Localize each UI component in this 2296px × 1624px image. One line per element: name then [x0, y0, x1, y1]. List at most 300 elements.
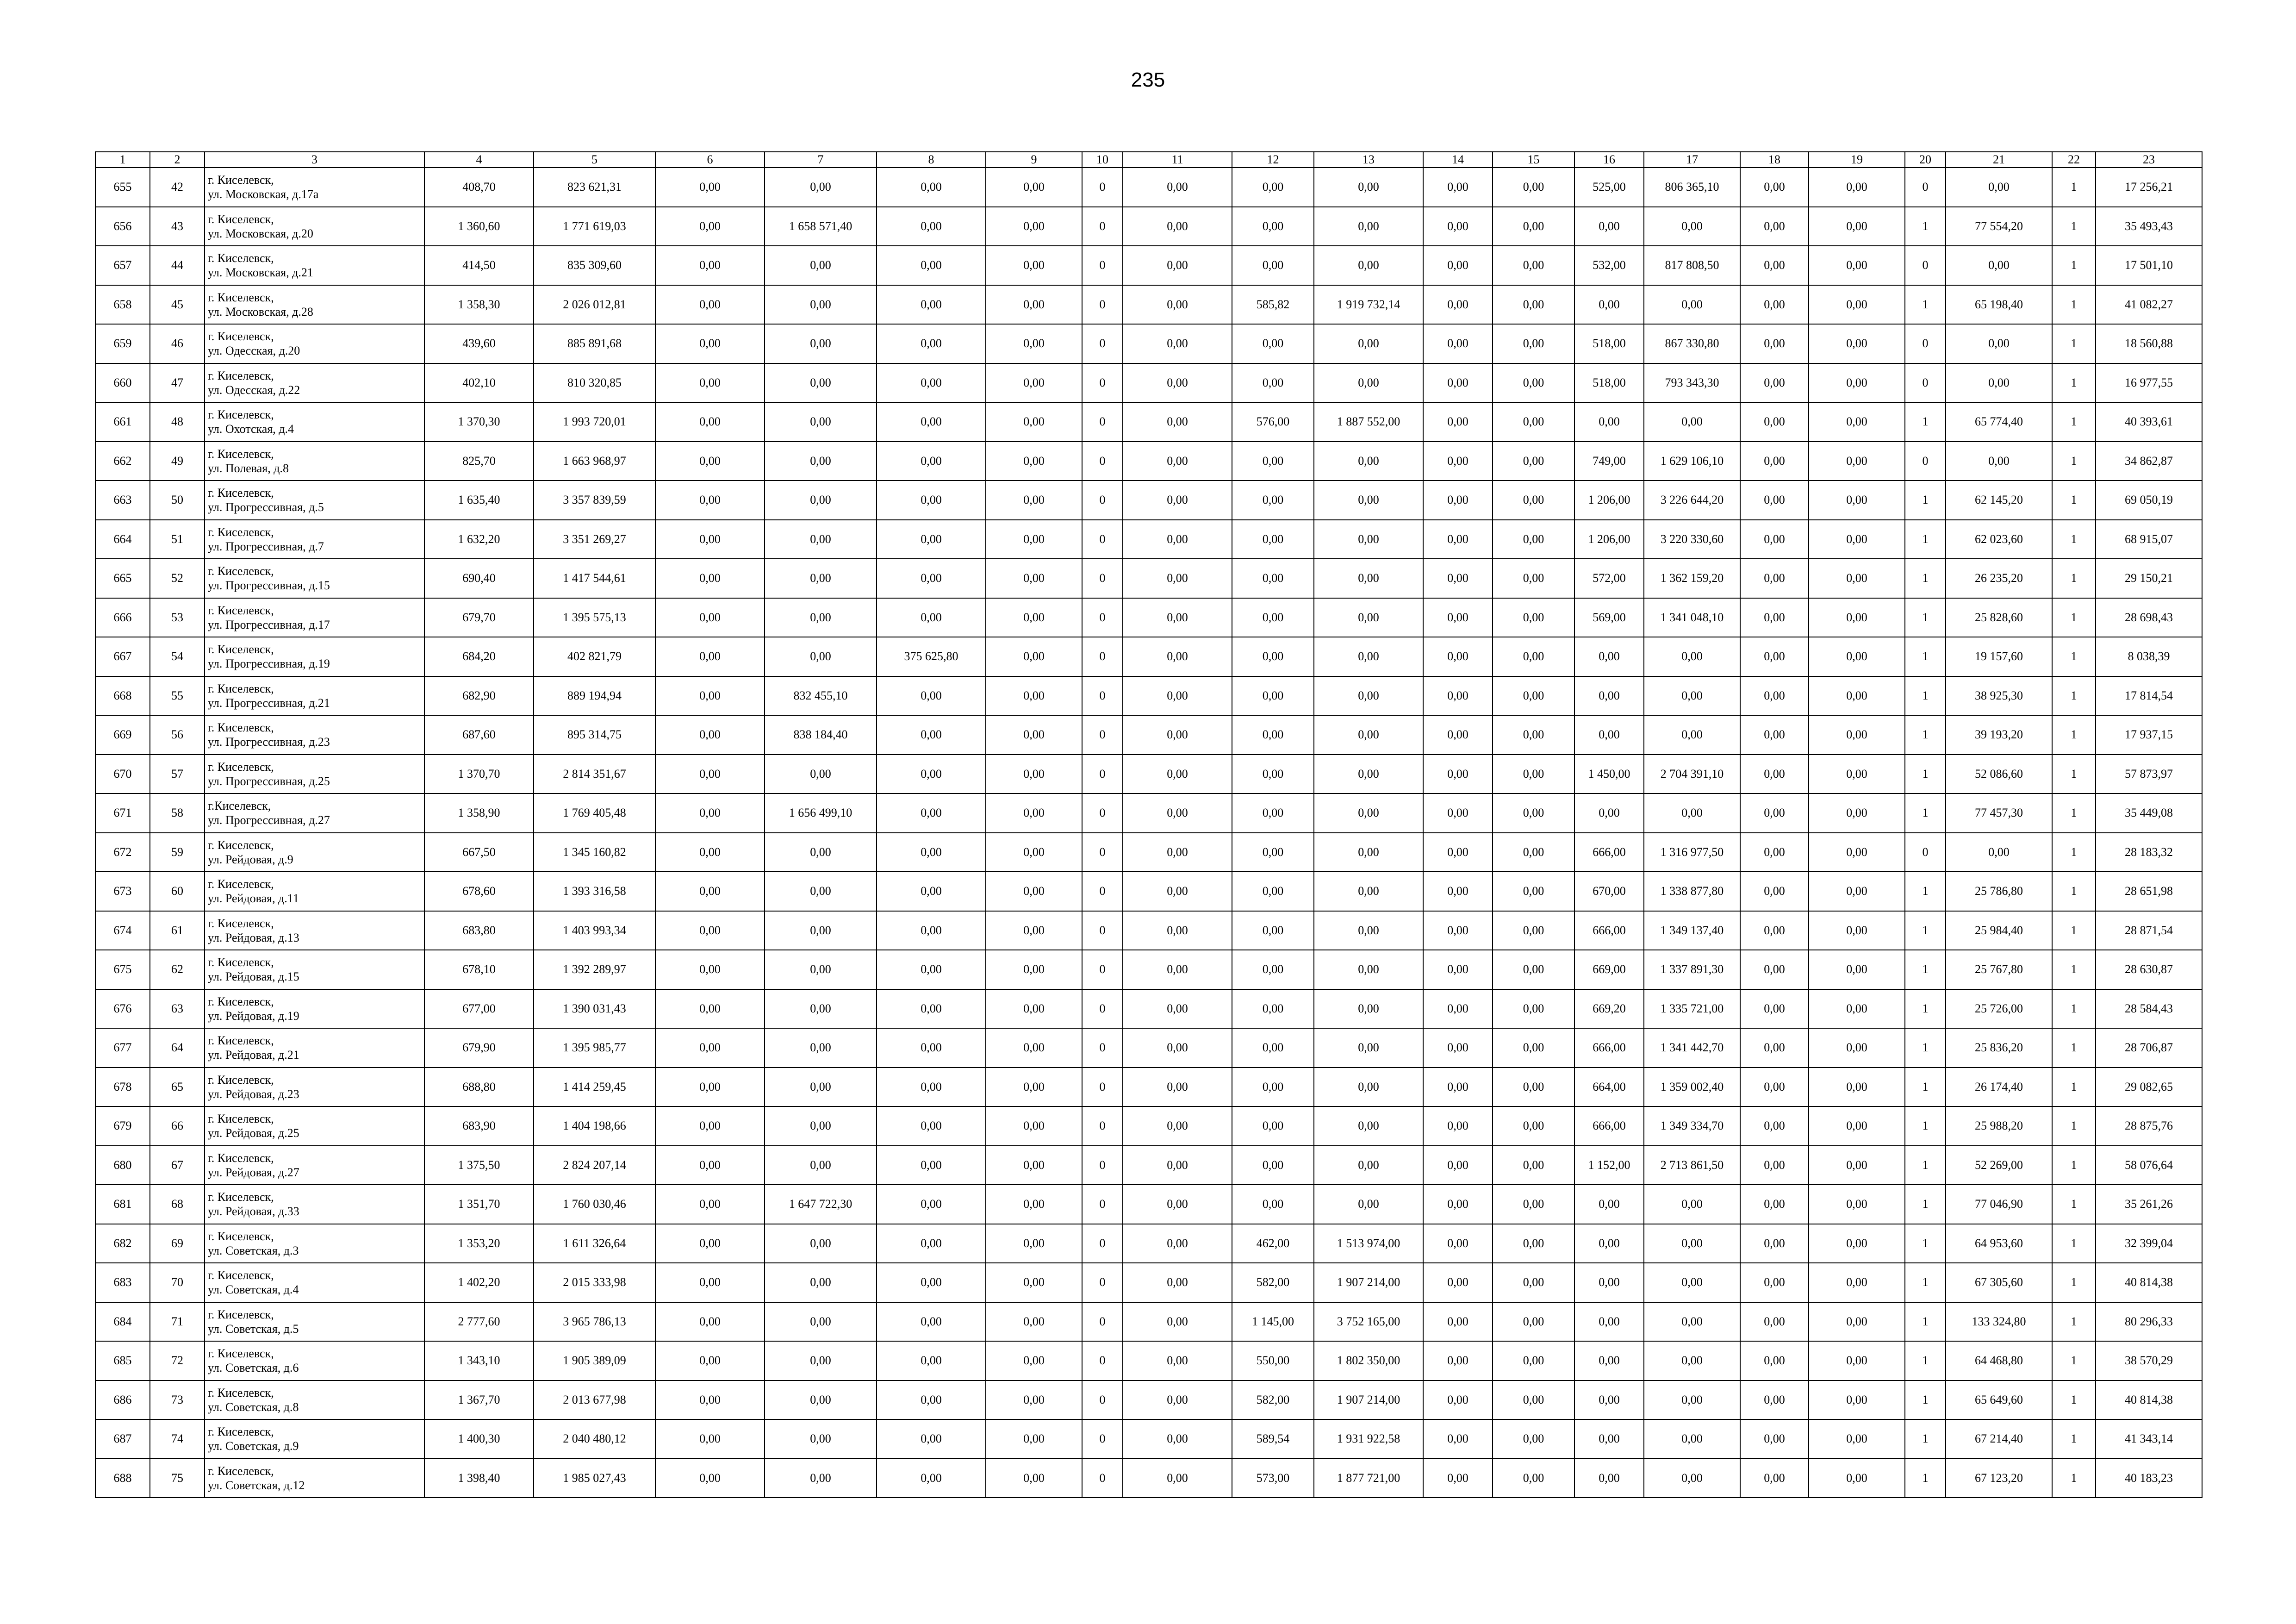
table-cell-col-13: 0,00	[1314, 598, 1423, 637]
table-row	[95, 1224, 2202, 1263]
column-header-10: 10	[1082, 152, 1123, 168]
table-cell-col-1: 678	[95, 1068, 150, 1107]
table-cell-col-14: 0,00	[1423, 324, 1493, 363]
table-cell-col-22: 1	[2052, 1068, 2096, 1107]
table-row	[95, 676, 2202, 716]
address-city: г. Киселевск,	[208, 369, 274, 382]
table-cell-col-4: 825,70	[424, 442, 534, 481]
table-cell-col-16: 532,00	[1574, 246, 1644, 285]
table-cell-col-1: 669	[95, 715, 150, 755]
table-cell-col-17: 0,00	[1644, 1419, 1740, 1459]
table-cell-col-16: 0,00	[1574, 793, 1644, 833]
table-cell-col-4: 1 360,60	[424, 207, 534, 246]
table-cell-col-22: 1	[2052, 1028, 2096, 1068]
table-cell-col-8: 0,00	[877, 1185, 986, 1224]
table-cell-col-12: 0,00	[1232, 793, 1314, 833]
table-cell-col-11: 0,00	[1123, 872, 1232, 911]
table-cell-col-5: 1 393 316,58	[534, 872, 655, 911]
address-city: г. Киселевск,	[208, 290, 274, 304]
table-cell-col-23: 69 050,19	[2096, 481, 2202, 520]
table-cell-col-22: 1	[2052, 598, 2096, 637]
table-cell-col-18: 0,00	[1740, 793, 1809, 833]
table-cell-col-22: 1	[2052, 755, 2096, 794]
table-cell-col-11: 0,00	[1123, 1302, 1232, 1342]
table-cell-col-6: 0,00	[655, 715, 765, 755]
table-cell-col-23: 29 150,21	[2096, 559, 2202, 598]
table-cell-col-13: 0,00	[1314, 950, 1423, 989]
table-cell-col-9: 0,00	[986, 363, 1082, 403]
table-row	[95, 559, 2202, 598]
table-cell-col-2: 63	[150, 989, 205, 1029]
table-cell-col-4: 687,60	[424, 715, 534, 755]
table-cell-col-11: 0,00	[1123, 168, 1232, 207]
table-cell-col-6: 0,00	[655, 363, 765, 403]
table-cell-col-16: 518,00	[1574, 324, 1644, 363]
table-cell-col-22: 1	[2052, 833, 2096, 872]
table-cell-col-16: 670,00	[1574, 872, 1644, 911]
table-cell-col-7: 0,00	[765, 1068, 877, 1107]
table-cell-col-17: 1 316 977,50	[1644, 833, 1740, 872]
table-cell-col-23: 32 399,04	[2096, 1224, 2202, 1263]
table-cell-col-5: 835 309,60	[534, 246, 655, 285]
table-cell-col-4: 684,20	[424, 637, 534, 676]
table-cell-col-23: 68 915,07	[2096, 520, 2202, 559]
table-cell-col-6: 0,00	[655, 481, 765, 520]
table-cell-col-6: 0,00	[655, 520, 765, 559]
table-cell-col-10: 0	[1082, 715, 1123, 755]
table-cell-col-15: 0,00	[1493, 324, 1574, 363]
table-cell-col-8: 0,00	[877, 402, 986, 442]
table-cell-col-1: 663	[95, 481, 150, 520]
table-cell-col-9: 0,00	[986, 324, 1082, 363]
table-cell-col-22: 1	[2052, 481, 2096, 520]
table-cell-col-16: 664,00	[1574, 1068, 1644, 1107]
address-street: ул. Прогрессивная, д.15	[208, 579, 330, 593]
table-cell-col-12: 0,00	[1232, 598, 1314, 637]
table-cell-col-9: 0,00	[986, 520, 1082, 559]
table-cell-col-23: 28 183,32	[2096, 833, 2202, 872]
table-cell-col-23: 41 343,14	[2096, 1419, 2202, 1459]
table-cell-col-19: 0,00	[1809, 1028, 1905, 1068]
table-cell-col-9: 0,00	[986, 989, 1082, 1029]
column-header-5: 5	[534, 152, 655, 168]
table-cell-col-9: 0,00	[986, 1459, 1082, 1498]
table-row	[95, 911, 2202, 950]
column-header-21: 21	[1946, 152, 2052, 168]
table-cell-col-5: 2 814 351,67	[534, 755, 655, 794]
table-cell-col-15: 0,00	[1493, 285, 1574, 325]
table-cell-col-15: 0,00	[1493, 1106, 1574, 1146]
address-street: ул. Прогрессивная, д.7	[208, 539, 324, 553]
table-cell-col-10: 0	[1082, 1185, 1123, 1224]
table-cell-col-12: 0,00	[1232, 989, 1314, 1029]
table-cell-col-18: 0,00	[1740, 872, 1809, 911]
table-row	[95, 872, 2202, 911]
table-cell-col-4: 408,70	[424, 168, 534, 207]
table-cell-col-2: 55	[150, 676, 205, 716]
table-cell-col-1: 655	[95, 168, 150, 207]
table-cell-col-17: 1 337 891,30	[1644, 950, 1740, 989]
table-cell-col-7: 0,00	[765, 598, 877, 637]
table-cell-col-1: 664	[95, 520, 150, 559]
table-cell-col-23: 41 082,27	[2096, 285, 2202, 325]
table-cell-col-12: 550,00	[1232, 1341, 1314, 1380]
table-cell-col-11: 0,00	[1123, 715, 1232, 755]
table-cell-col-22: 1	[2052, 1380, 2096, 1420]
address-city: г. Киселевск,	[208, 643, 274, 656]
table-cell-col-10: 0	[1082, 1106, 1123, 1146]
table-cell-col-18: 0,00	[1740, 637, 1809, 676]
address-city: г. Киселевск,	[208, 681, 274, 695]
table-cell-col-13: 0,00	[1314, 207, 1423, 246]
table-row	[95, 442, 2202, 481]
table-cell-col-17: 1 338 877,80	[1644, 872, 1740, 911]
table-cell-col-17: 806 365,10	[1644, 168, 1740, 207]
table-row	[95, 1419, 2202, 1459]
address-street: ул. Московская, д.21	[208, 266, 313, 280]
table-cell-col-16: 1 206,00	[1574, 520, 1644, 559]
table-cell-col-12: 0,00	[1232, 520, 1314, 559]
table-cell-col-23: 8 038,39	[2096, 637, 2202, 676]
table-cell-col-5: 1 414 259,45	[534, 1068, 655, 1107]
table-cell-col-17: 0,00	[1644, 637, 1740, 676]
table-cell-col-20: 1	[1905, 1028, 1946, 1068]
table-cell-col-20: 0	[1905, 833, 1946, 872]
table-cell-col-10: 0	[1082, 363, 1123, 403]
table-cell-col-16: 0,00	[1574, 1459, 1644, 1498]
table-cell-col-5: 1 769 405,48	[534, 793, 655, 833]
table-cell-col-10: 0	[1082, 324, 1123, 363]
address-city: г. Киселевск,	[208, 1229, 274, 1243]
table-cell-col-12: 0,00	[1232, 324, 1314, 363]
table-cell-col-17: 1 359 002,40	[1644, 1068, 1740, 1107]
table-cell-col-12: 0,00	[1232, 755, 1314, 794]
table-cell-col-2: 51	[150, 520, 205, 559]
table-cell-col-6: 0,00	[655, 402, 765, 442]
table-cell-col-5: 1 392 289,97	[534, 950, 655, 989]
table-cell-col-4: 683,90	[424, 1106, 534, 1146]
table-cell-col-2: 49	[150, 442, 205, 481]
table-cell-col-13: 1 887 552,00	[1314, 402, 1423, 442]
table-cell-col-2: 66	[150, 1106, 205, 1146]
table-cell-col-20: 1	[1905, 715, 1946, 755]
table-cell-col-14: 0,00	[1423, 989, 1493, 1029]
table-cell-col-6: 0,00	[655, 1380, 765, 1420]
table-cell-col-6: 0,00	[655, 1459, 765, 1498]
table-cell-col-7: 1 656 499,10	[765, 793, 877, 833]
table-cell-col-6: 0,00	[655, 168, 765, 207]
table-cell-col-9: 0,00	[986, 911, 1082, 950]
column-header-19: 19	[1809, 152, 1905, 168]
table-cell-col-16: 0,00	[1574, 1419, 1644, 1459]
table-cell-col-2: 46	[150, 324, 205, 363]
address-cell	[205, 1341, 424, 1380]
table-cell-col-12: 0,00	[1232, 442, 1314, 481]
table-cell-col-14: 0,00	[1423, 1302, 1493, 1342]
table-cell-col-11: 0,00	[1123, 637, 1232, 676]
table-cell-col-13: 0,00	[1314, 833, 1423, 872]
address-street: ул. Рейдовая, д.11	[208, 892, 299, 906]
table-cell-col-12: 0,00	[1232, 833, 1314, 872]
address-street: ул. Советская, д.12	[208, 1478, 305, 1492]
table-cell-col-22: 1	[2052, 676, 2096, 716]
table-cell-col-10: 0	[1082, 442, 1123, 481]
table-cell-col-18: 0,00	[1740, 207, 1809, 246]
address-street: ул. Рейдовая, д.33	[208, 1205, 299, 1218]
table-cell-col-14: 0,00	[1423, 755, 1493, 794]
table-cell-col-1: 677	[95, 1028, 150, 1068]
table-cell-col-2: 62	[150, 950, 205, 989]
table-cell-col-21: 25 984,40	[1946, 911, 2052, 950]
table-cell-col-10: 0	[1082, 1302, 1123, 1342]
table-cell-col-13: 0,00	[1314, 363, 1423, 403]
table-cell-col-1: 687	[95, 1419, 150, 1459]
table-cell-col-21: 52 086,60	[1946, 755, 2052, 794]
table-cell-col-10: 0	[1082, 676, 1123, 716]
table-cell-col-13: 0,00	[1314, 715, 1423, 755]
table-cell-col-16: 572,00	[1574, 559, 1644, 598]
table-cell-col-14: 0,00	[1423, 168, 1493, 207]
table-cell-col-16: 0,00	[1574, 1380, 1644, 1420]
table-row	[95, 481, 2202, 520]
table-cell-col-13: 0,00	[1314, 559, 1423, 598]
table-cell-col-5: 1 985 027,43	[534, 1459, 655, 1498]
table-cell-col-22: 1	[2052, 1263, 2096, 1302]
table-cell-col-11: 0,00	[1123, 950, 1232, 989]
table-cell-col-20: 0	[1905, 324, 1946, 363]
table-cell-col-7: 0,00	[765, 402, 877, 442]
table-cell-col-12: 585,82	[1232, 285, 1314, 325]
table-cell-col-7: 0,00	[765, 989, 877, 1029]
table-cell-col-9: 0,00	[986, 168, 1082, 207]
table-cell-col-21: 67 123,20	[1946, 1459, 2052, 1498]
table-cell-col-14: 0,00	[1423, 911, 1493, 950]
address-city: г. Киселевск,	[208, 1464, 274, 1478]
address-cell	[205, 1419, 424, 1459]
table-cell-col-11: 0,00	[1123, 1068, 1232, 1107]
table-cell-col-16: 0,00	[1574, 285, 1644, 325]
table-cell-col-8: 0,00	[877, 793, 986, 833]
table-cell-col-21: 133 324,80	[1946, 1302, 2052, 1342]
address-cell	[205, 1380, 424, 1420]
table-cell-col-4: 679,90	[424, 1028, 534, 1068]
table-cell-col-10: 0	[1082, 833, 1123, 872]
table-cell-col-1: 662	[95, 442, 150, 481]
table-cell-col-9: 0,00	[986, 637, 1082, 676]
table-cell-col-11: 0,00	[1123, 833, 1232, 872]
table-cell-col-15: 0,00	[1493, 363, 1574, 403]
table-cell-col-9: 0,00	[986, 1263, 1082, 1302]
table-cell-col-7: 0,00	[765, 1419, 877, 1459]
column-header-20: 20	[1905, 152, 1946, 168]
table-cell-col-7: 0,00	[765, 1146, 877, 1185]
address-street: ул. Московская, д.17а	[208, 187, 319, 201]
table-cell-col-23: 28 698,43	[2096, 598, 2202, 637]
table-cell-col-12: 0,00	[1232, 207, 1314, 246]
table-cell-col-8: 0,00	[877, 1341, 986, 1380]
address-cell	[205, 950, 424, 989]
table-cell-col-5: 1 395 575,13	[534, 598, 655, 637]
table-cell-col-13: 0,00	[1314, 1068, 1423, 1107]
table-cell-col-13: 0,00	[1314, 324, 1423, 363]
table-cell-col-11: 0,00	[1123, 285, 1232, 325]
table-cell-col-21: 25 988,20	[1946, 1106, 2052, 1146]
table-cell-col-8: 0,00	[877, 598, 986, 637]
table-cell-col-2: 64	[150, 1028, 205, 1068]
table-cell-col-2: 45	[150, 285, 205, 325]
table-cell-col-6: 0,00	[655, 793, 765, 833]
table-cell-col-7: 0,00	[765, 442, 877, 481]
table-cell-col-18: 0,00	[1740, 442, 1809, 481]
table-cell-col-19: 0,00	[1809, 442, 1905, 481]
table-cell-col-9: 0,00	[986, 755, 1082, 794]
table-cell-col-2: 52	[150, 559, 205, 598]
table-cell-col-20: 1	[1905, 520, 1946, 559]
table-cell-col-22: 1	[2052, 1185, 2096, 1224]
table-cell-col-14: 0,00	[1423, 676, 1493, 716]
table-cell-col-5: 3 965 786,13	[534, 1302, 655, 1342]
address-street: ул. Советская, д.8	[208, 1400, 299, 1414]
column-header-22: 22	[2052, 152, 2096, 168]
table-cell-col-19: 0,00	[1809, 1302, 1905, 1342]
address-street: ул. Московская, д.28	[208, 305, 313, 319]
table-row	[95, 755, 2202, 794]
table-cell-col-7: 0,00	[765, 950, 877, 989]
table-cell-col-19: 0,00	[1809, 872, 1905, 911]
table-cell-col-18: 0,00	[1740, 1106, 1809, 1146]
table-cell-col-13: 3 752 165,00	[1314, 1302, 1423, 1342]
table-cell-col-23: 57 873,97	[2096, 755, 2202, 794]
table-cell-col-19: 0,00	[1809, 207, 1905, 246]
table-cell-col-18: 0,00	[1740, 1146, 1809, 1185]
table-cell-col-18: 0,00	[1740, 989, 1809, 1029]
table-cell-col-19: 0,00	[1809, 833, 1905, 872]
table-cell-col-11: 0,00	[1123, 1419, 1232, 1459]
table-cell-col-7: 0,00	[765, 1459, 877, 1498]
address-city: г. Киселевск,	[208, 1386, 274, 1399]
table-cell-col-6: 0,00	[655, 1302, 765, 1342]
column-header-2: 2	[150, 152, 205, 168]
table-cell-col-6: 0,00	[655, 442, 765, 481]
table-cell-col-23: 35 261,26	[2096, 1185, 2202, 1224]
address-cell	[205, 520, 424, 559]
table-cell-col-21: 65 774,40	[1946, 402, 2052, 442]
table-cell-col-7: 0,00	[765, 1302, 877, 1342]
table-cell-col-11: 0,00	[1123, 755, 1232, 794]
table-cell-col-16: 518,00	[1574, 363, 1644, 403]
table-cell-col-20: 1	[1905, 1459, 1946, 1498]
table-cell-col-19: 0,00	[1809, 637, 1905, 676]
table-cell-col-4: 678,10	[424, 950, 534, 989]
table-cell-col-6: 0,00	[655, 1419, 765, 1459]
table-cell-col-2: 58	[150, 793, 205, 833]
table-cell-col-17: 0,00	[1644, 1459, 1740, 1498]
table-cell-col-13: 0,00	[1314, 911, 1423, 950]
table-cell-col-17: 0,00	[1644, 1341, 1740, 1380]
table-cell-col-22: 1	[2052, 1341, 2096, 1380]
table-cell-col-9: 0,00	[986, 872, 1082, 911]
table-cell-col-17: 2 704 391,10	[1644, 755, 1740, 794]
table-cell-col-14: 0,00	[1423, 402, 1493, 442]
table-cell-col-16: 0,00	[1574, 402, 1644, 442]
table-row	[95, 1459, 2202, 1498]
address-street: ул. Прогрессивная, д.21	[208, 696, 330, 710]
table-cell-col-14: 0,00	[1423, 598, 1493, 637]
table-cell-col-4: 1 635,40	[424, 481, 534, 520]
address-street: ул. Прогрессивная, д.19	[208, 657, 330, 671]
table-cell-col-14: 0,00	[1423, 1068, 1493, 1107]
table-cell-col-1: 684	[95, 1302, 150, 1342]
table-cell-col-19: 0,00	[1809, 520, 1905, 559]
table-cell-col-12: 0,00	[1232, 676, 1314, 716]
table-cell-col-8: 0,00	[877, 442, 986, 481]
table-cell-col-12: 0,00	[1232, 168, 1314, 207]
table-cell-col-10: 0	[1082, 285, 1123, 325]
table-cell-col-4: 1 402,20	[424, 1263, 534, 1302]
table-cell-col-17: 0,00	[1644, 715, 1740, 755]
table-cell-col-12: 0,00	[1232, 363, 1314, 403]
table-cell-col-15: 0,00	[1493, 989, 1574, 1029]
address-cell	[205, 1185, 424, 1224]
table-cell-col-18: 0,00	[1740, 1185, 1809, 1224]
table-cell-col-13: 1 931 922,58	[1314, 1419, 1423, 1459]
table-cell-col-16: 0,00	[1574, 207, 1644, 246]
table-cell-col-6: 0,00	[655, 833, 765, 872]
table-cell-col-1: 657	[95, 246, 150, 285]
table-cell-col-18: 0,00	[1740, 1224, 1809, 1263]
table-cell-col-22: 1	[2052, 246, 2096, 285]
table-cell-col-13: 1 877 721,00	[1314, 1459, 1423, 1498]
table-cell-col-5: 895 314,75	[534, 715, 655, 755]
table-cell-col-13: 0,00	[1314, 520, 1423, 559]
table-cell-col-19: 0,00	[1809, 755, 1905, 794]
table-cell-col-15: 0,00	[1493, 402, 1574, 442]
table-cell-col-13: 1 802 350,00	[1314, 1341, 1423, 1380]
table-cell-col-12: 0,00	[1232, 1028, 1314, 1068]
table-cell-col-19: 0,00	[1809, 285, 1905, 325]
table-cell-col-10: 0	[1082, 755, 1123, 794]
table-cell-col-22: 1	[2052, 442, 2096, 481]
table-cell-col-18: 0,00	[1740, 363, 1809, 403]
table-cell-col-18: 0,00	[1740, 402, 1809, 442]
table-cell-col-1: 688	[95, 1459, 150, 1498]
table-cell-col-15: 0,00	[1493, 1224, 1574, 1263]
table-cell-col-4: 1 367,70	[424, 1380, 534, 1420]
table-cell-col-21: 62 023,60	[1946, 520, 2052, 559]
table-cell-col-4: 679,70	[424, 598, 534, 637]
table-cell-col-1: 656	[95, 207, 150, 246]
table-cell-col-19: 0,00	[1809, 1380, 1905, 1420]
table-cell-col-14: 0,00	[1423, 246, 1493, 285]
table-cell-col-22: 1	[2052, 1106, 2096, 1146]
table-cell-col-22: 1	[2052, 793, 2096, 833]
table-cell-col-8: 0,00	[877, 950, 986, 989]
table-cell-col-2: 53	[150, 598, 205, 637]
table-cell-col-21: 52 269,00	[1946, 1146, 2052, 1185]
table-cell-col-12: 582,00	[1232, 1263, 1314, 1302]
table-cell-col-15: 0,00	[1493, 520, 1574, 559]
address-cell	[205, 442, 424, 481]
table-cell-col-9: 0,00	[986, 1185, 1082, 1224]
table-cell-col-18: 0,00	[1740, 833, 1809, 872]
address-city: г.Киселевск,	[208, 799, 271, 813]
table-cell-col-1: 665	[95, 559, 150, 598]
table-cell-col-14: 0,00	[1423, 1028, 1493, 1068]
table-cell-col-14: 0,00	[1423, 1224, 1493, 1263]
table-cell-col-1: 672	[95, 833, 150, 872]
table-cell-col-1: 670	[95, 755, 150, 794]
table-cell-col-5: 1 771 619,03	[534, 207, 655, 246]
